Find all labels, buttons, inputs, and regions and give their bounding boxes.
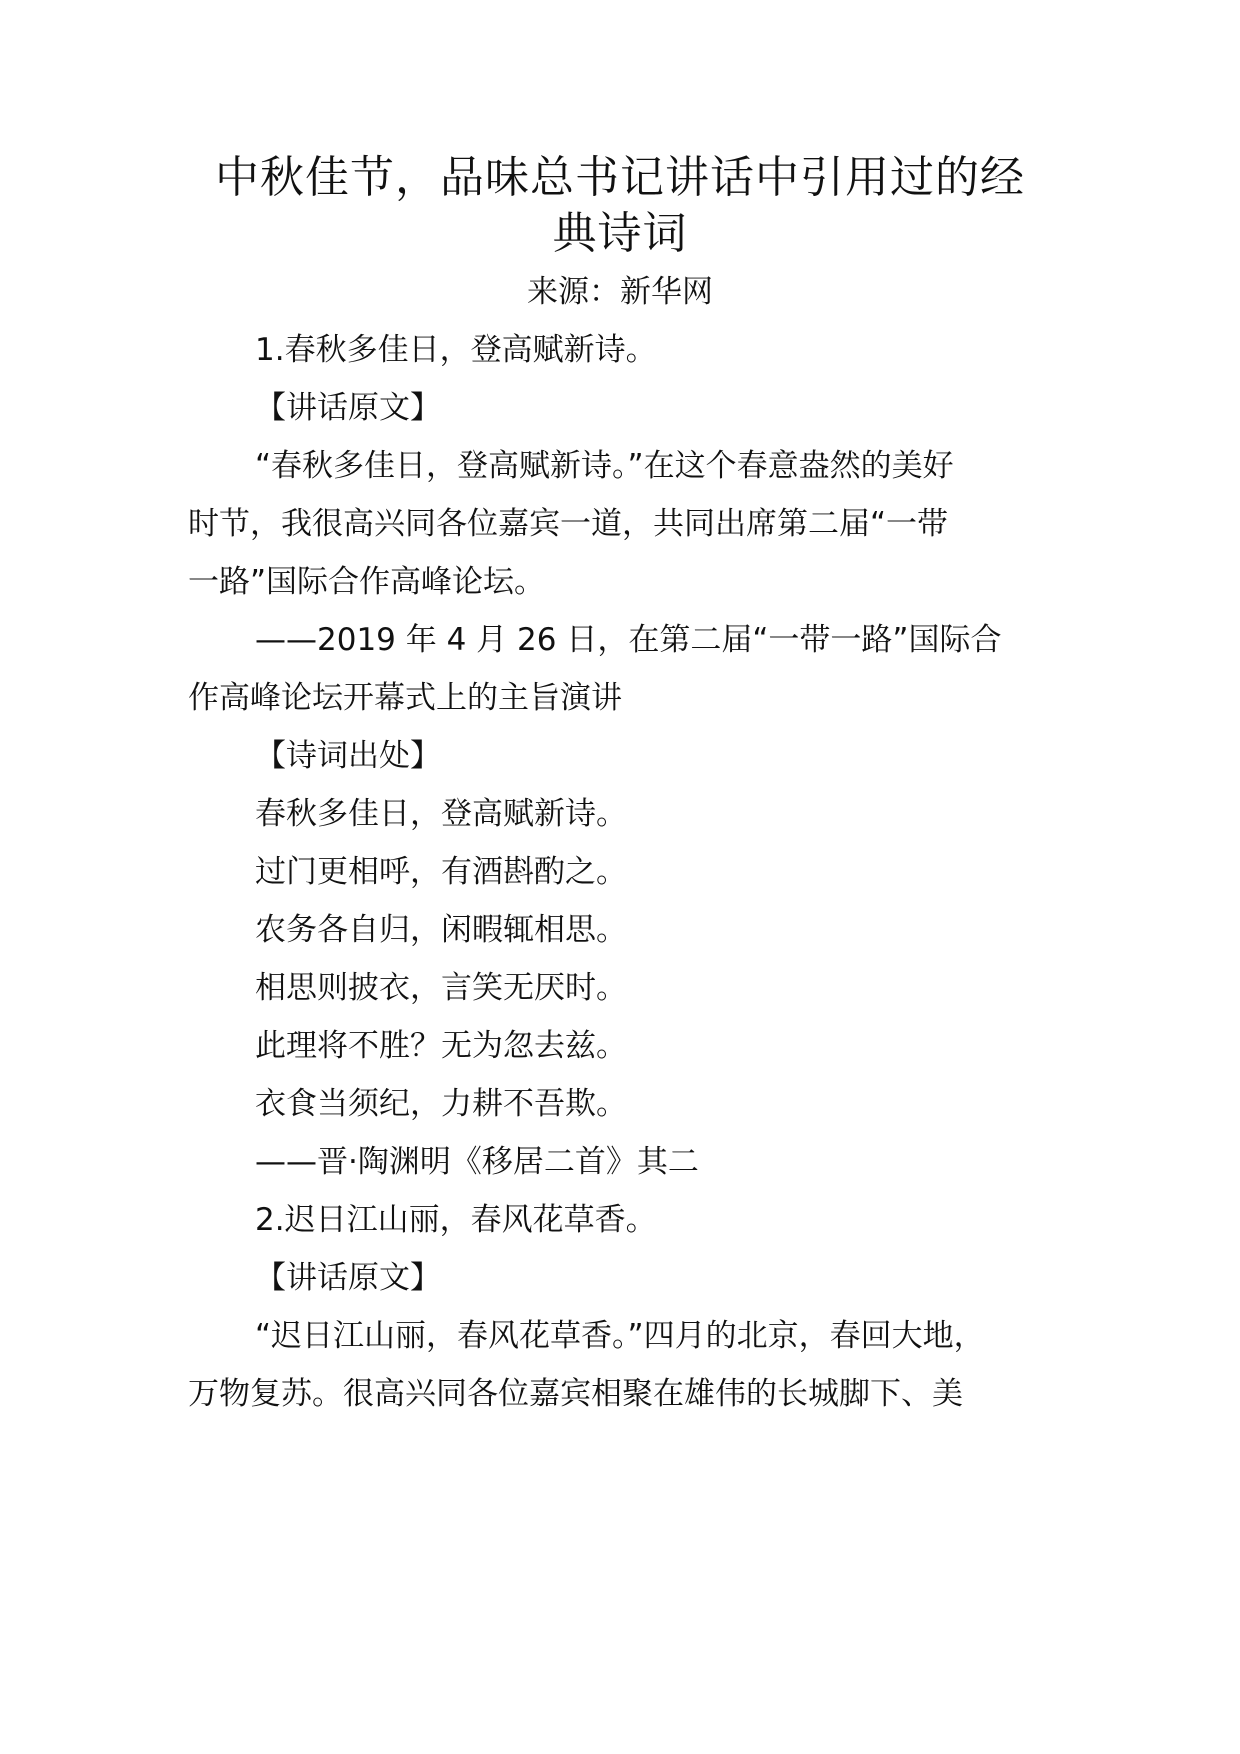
citation-line: ——2019 年 4 月 26 日，在第二届“一带一路”国际合: [255, 622, 1002, 658]
speech-paragraph-line: 时节，我很高兴同各位嘉宾一道，共同出席第二届“一带: [188, 506, 949, 542]
document-title-line-2: 典诗词: [552, 208, 688, 259]
subheading-speech-text: 【讲话原文】: [255, 390, 441, 426]
speech-paragraph-line: “春秋多佳日，登高赋新诗。”在这个春意盎然的美好: [255, 448, 954, 484]
poem-line: 过门更相呼，有酒斟酌之。: [255, 854, 627, 890]
poem-line: 春秋多佳日，登高赋新诗。: [255, 796, 627, 832]
speech-paragraph-line: 一路”国际合作高峰论坛。: [188, 564, 546, 600]
subheading-poem-source: 【诗词出处】: [255, 738, 441, 774]
poem-line: 衣食当须纪，力耕不吾欺。: [255, 1086, 627, 1122]
section-heading-1: 1.春秋多佳日，登高赋新诗。: [255, 332, 657, 368]
section-heading-2: 2.迟日江山丽，春风花草香。: [255, 1202, 657, 1238]
speech-paragraph-line: 万物复苏。很高兴同各位嘉宾相聚在雄伟的长城脚下、美: [188, 1376, 963, 1412]
poem-line: 农务各自归，闲暇辄相思。: [255, 912, 627, 948]
poem-line: 相思则披衣，言笑无厌时。: [255, 970, 627, 1006]
document-title-line-1: 中秋佳节，品味总书记讲话中引用过的经: [215, 152, 1025, 203]
source-line: 来源：新华网: [527, 274, 713, 310]
citation-line: 作高峰论坛开幕式上的主旨演讲: [188, 680, 622, 716]
subheading-speech-text: 【讲话原文】: [255, 1260, 441, 1296]
poem-attribution: ——晋·陶渊明《移居二首》其二: [255, 1144, 699, 1180]
speech-paragraph-line: “迟日江山丽，春风花草香。”四月的北京，春回大地，: [255, 1318, 985, 1354]
poem-line: 此理将不胜？无为忽去兹。: [255, 1028, 627, 1064]
